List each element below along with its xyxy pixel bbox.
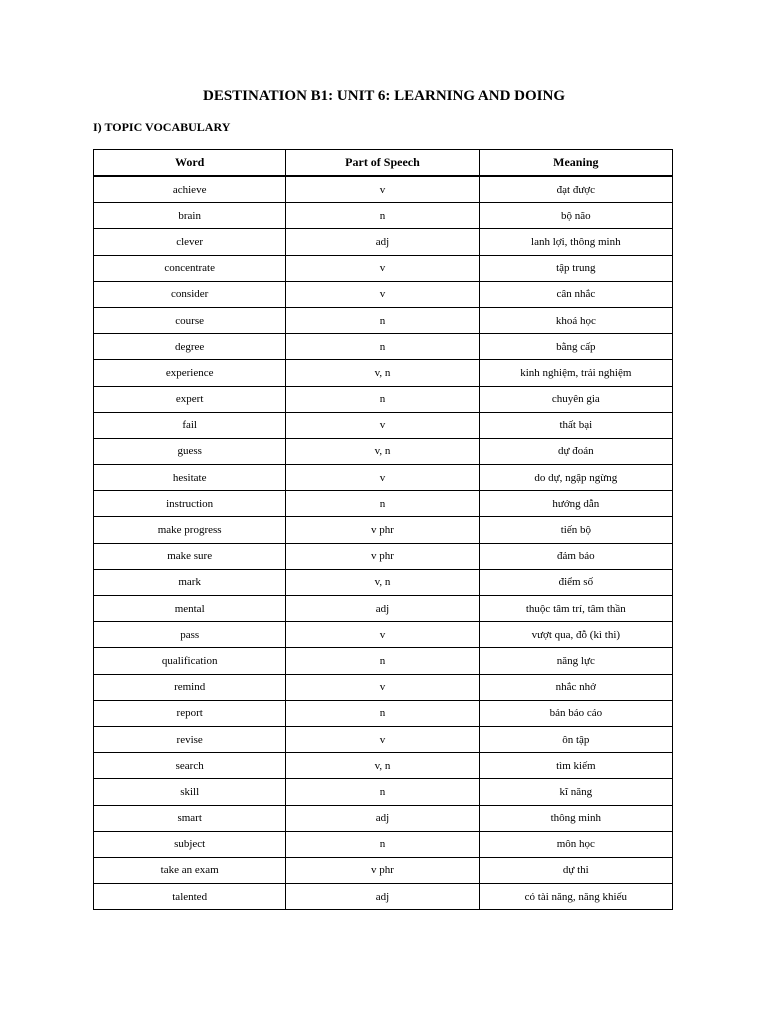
table-row xyxy=(94,438,673,464)
meaning-cell: cân nhắc xyxy=(479,281,672,307)
table-row xyxy=(94,281,673,307)
table-row xyxy=(94,726,673,752)
table-row xyxy=(94,307,673,333)
table-row xyxy=(94,700,673,726)
word-cell: guess xyxy=(94,438,286,464)
part-of-speech-cell: v xyxy=(286,622,479,648)
page-title: DESTINATION B1: UNIT 6: LEARNING AND DOING xyxy=(203,88,565,104)
part-of-speech-cell: v, n xyxy=(286,438,479,464)
meaning-cell: khoá học xyxy=(479,307,672,333)
word-cell: skill xyxy=(94,779,286,805)
word-cell: consider xyxy=(94,281,286,307)
table-row xyxy=(94,465,673,491)
meaning-cell: đạt được xyxy=(479,176,672,203)
vocabulary-table xyxy=(93,149,673,910)
table-row xyxy=(94,386,673,412)
word-cell: revise xyxy=(94,726,286,752)
word-cell: report xyxy=(94,700,286,726)
meaning-cell: chuyên gia xyxy=(479,386,672,412)
word-cell: fail xyxy=(94,412,286,438)
table-row xyxy=(94,517,673,543)
meaning-cell: tập trung xyxy=(479,255,672,281)
word-cell: course xyxy=(94,307,286,333)
table-row xyxy=(94,491,673,517)
word-cell: clever xyxy=(94,229,286,255)
word-cell: mark xyxy=(94,569,286,595)
word-cell: instruction xyxy=(94,491,286,517)
part-of-speech-cell: v phr xyxy=(286,543,479,569)
header-part-of-speech: Part of Speech xyxy=(286,150,479,177)
meaning-cell: bản báo cáo xyxy=(479,700,672,726)
table-row xyxy=(94,176,673,203)
table-row xyxy=(94,857,673,883)
meaning-cell: ôn tập xyxy=(479,726,672,752)
part-of-speech-cell: adj xyxy=(286,229,479,255)
word-cell: pass xyxy=(94,622,286,648)
meaning-cell: bằng cấp xyxy=(479,334,672,360)
meaning-cell: kĩ năng xyxy=(479,779,672,805)
word-cell: hesitate xyxy=(94,465,286,491)
meaning-cell: bộ não xyxy=(479,203,672,229)
table-body xyxy=(94,176,673,910)
word-cell: take an exam xyxy=(94,857,286,883)
meaning-cell: kinh nghiệm, trải nghiệm xyxy=(479,360,672,386)
part-of-speech-cell: adj xyxy=(286,805,479,831)
part-of-speech-cell: n xyxy=(286,648,479,674)
table-row xyxy=(94,412,673,438)
table-row xyxy=(94,543,673,569)
table-row xyxy=(94,779,673,805)
word-cell: concentrate xyxy=(94,255,286,281)
word-cell: brain xyxy=(94,203,286,229)
table-row xyxy=(94,674,673,700)
meaning-cell: nhắc nhở xyxy=(479,674,672,700)
part-of-speech-cell: v, n xyxy=(286,569,479,595)
part-of-speech-cell: n xyxy=(286,779,479,805)
word-cell: experience xyxy=(94,360,286,386)
meaning-cell: vượt qua, đỗ (kì thi) xyxy=(479,622,672,648)
word-cell: smart xyxy=(94,805,286,831)
word-cell: degree xyxy=(94,334,286,360)
part-of-speech-cell: v, n xyxy=(286,753,479,779)
part-of-speech-cell: n xyxy=(286,203,479,229)
part-of-speech-cell: v xyxy=(286,465,479,491)
table-row xyxy=(94,831,673,857)
table-row xyxy=(94,884,673,910)
table-row xyxy=(94,753,673,779)
part-of-speech-cell: v xyxy=(286,726,479,752)
meaning-cell: tìm kiếm xyxy=(479,753,672,779)
meaning-cell: môn học xyxy=(479,831,672,857)
word-cell: remind xyxy=(94,674,286,700)
word-cell: expert xyxy=(94,386,286,412)
meaning-cell: có tài năng, năng khiếu xyxy=(479,884,672,910)
header-word: Word xyxy=(94,150,286,177)
part-of-speech-cell: v xyxy=(286,412,479,438)
table-row xyxy=(94,805,673,831)
part-of-speech-cell: adj xyxy=(286,596,479,622)
meaning-cell: lanh lợi, thông minh xyxy=(479,229,672,255)
part-of-speech-cell: v phr xyxy=(286,517,479,543)
part-of-speech-cell: v xyxy=(286,255,479,281)
table-header-row xyxy=(94,150,673,177)
word-cell: achieve xyxy=(94,176,286,203)
meaning-cell: thất bại xyxy=(479,412,672,438)
part-of-speech-cell: n xyxy=(286,386,479,412)
table-row xyxy=(94,648,673,674)
meaning-cell: thuộc tâm trí, tâm thần xyxy=(479,596,672,622)
table-row xyxy=(94,360,673,386)
meaning-cell: thông minh xyxy=(479,805,672,831)
meaning-cell: hướng dẫn xyxy=(479,491,672,517)
part-of-speech-cell: v xyxy=(286,176,479,203)
meaning-cell: điểm số xyxy=(479,569,672,595)
word-cell: make progress xyxy=(94,517,286,543)
word-cell: search xyxy=(94,753,286,779)
meaning-cell: do dự, ngập ngừng xyxy=(479,465,672,491)
part-of-speech-cell: n xyxy=(286,700,479,726)
table-row xyxy=(94,622,673,648)
meaning-cell: năng lực xyxy=(479,648,672,674)
part-of-speech-cell: v xyxy=(286,281,479,307)
part-of-speech-cell: n xyxy=(286,334,479,360)
meaning-cell: đảm bảo xyxy=(479,543,672,569)
word-cell: make sure xyxy=(94,543,286,569)
part-of-speech-cell: n xyxy=(286,307,479,333)
table-row xyxy=(94,255,673,281)
word-cell: mental xyxy=(94,596,286,622)
table-row xyxy=(94,334,673,360)
table-row xyxy=(94,569,673,595)
part-of-speech-cell: v phr xyxy=(286,857,479,883)
part-of-speech-cell: v xyxy=(286,674,479,700)
word-cell: talented xyxy=(94,884,286,910)
table-row xyxy=(94,229,673,255)
section-heading: I) TOPIC VOCABULARY xyxy=(93,120,231,134)
meaning-cell: tiến bộ xyxy=(479,517,672,543)
meaning-cell: dự đoán xyxy=(479,438,672,464)
header-meaning: Meaning xyxy=(479,150,672,177)
meaning-cell: dự thi xyxy=(479,857,672,883)
part-of-speech-cell: v, n xyxy=(286,360,479,386)
word-cell: subject xyxy=(94,831,286,857)
part-of-speech-cell: adj xyxy=(286,884,479,910)
word-cell: qualification xyxy=(94,648,286,674)
table-row xyxy=(94,596,673,622)
part-of-speech-cell: n xyxy=(286,491,479,517)
table-row xyxy=(94,203,673,229)
part-of-speech-cell: n xyxy=(286,831,479,857)
